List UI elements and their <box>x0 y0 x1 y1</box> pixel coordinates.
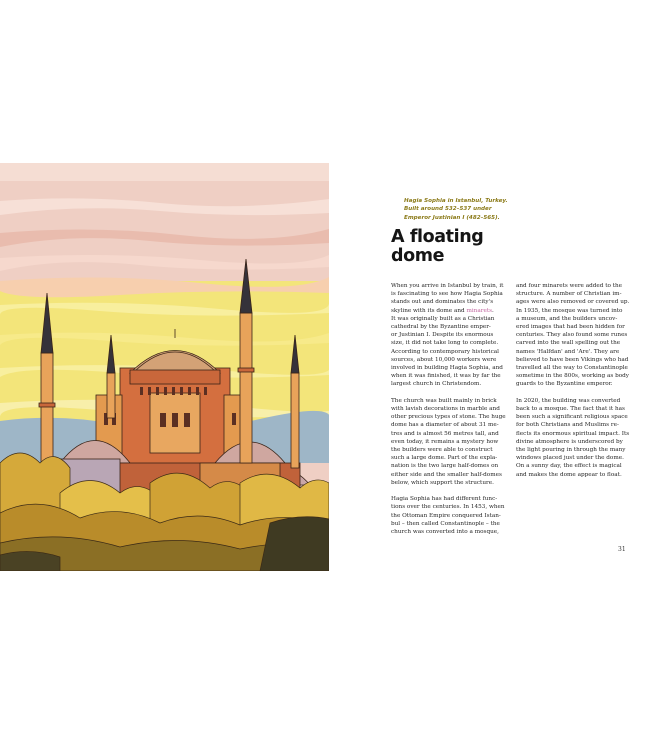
text-line: names 'Halfdan' and 'Are'. They are <box>516 348 620 355</box>
text-line: cathedral by the Byzantine emper- <box>391 324 491 331</box>
text-line: The church was built mainly in brick <box>391 397 497 404</box>
text-line: is fascinating to see how Hagia Sophia <box>391 291 503 298</box>
text-line: the Ottoman Empire conquered Istan- <box>391 512 501 519</box>
text-line: the builders were able to construct <box>391 447 493 454</box>
image-caption <box>404 197 514 222</box>
text-line: nation is the two large half-domes on <box>391 463 499 470</box>
text-line: back to a mosque. The fact that it has <box>516 406 625 413</box>
text-line: size, it did not take long to complete. <box>391 340 499 347</box>
text-line: windows placed just under the dome. <box>516 455 624 462</box>
text-line <box>391 307 515 315</box>
text-line: dome has a diameter of about 31 me- <box>391 422 499 429</box>
body-column-right <box>516 282 640 487</box>
text-line: the light pouring in through the many <box>516 447 626 454</box>
paragraph <box>391 495 515 536</box>
text-line: church was converted into a mosque, <box>391 529 499 536</box>
caption-line: Built around 532–537 under <box>404 206 492 213</box>
title-line: A floating <box>391 227 484 247</box>
text-line: structure. A number of Christian im- <box>516 291 622 298</box>
text-line: with lavish decorations in marble and <box>391 406 500 413</box>
page-number: 31 <box>618 546 626 553</box>
text-line: In 2020, the building was converted <box>516 397 621 404</box>
paragraph <box>391 397 515 487</box>
text-line: other precious types of stone. The huge <box>391 414 506 421</box>
text-line: centuries. They also found some runes <box>516 332 628 339</box>
caption-line: Hagia Sophia in Istanbul, Turkey. <box>404 198 508 204</box>
text-line: When you arrive in Istanbul by train, it <box>391 283 504 289</box>
text-line: either side and the smaller half-domes <box>391 471 502 478</box>
text-line: when it was finished, it was by far the <box>391 373 501 380</box>
text-fragment: . <box>492 307 494 314</box>
text-line: believed to have been Vikings who had <box>516 356 629 363</box>
text-line: travelled all the way to Constantinople <box>516 365 628 372</box>
text-line: for both Christians and Muslims re- <box>516 422 619 429</box>
text-line: below, which support the structure. <box>391 479 494 486</box>
text-line: According to contemporary historical <box>391 348 499 355</box>
text-line: a museum, and the builders uncov- <box>516 315 618 322</box>
text-line: sources, about 10,000 workers were <box>391 356 497 363</box>
text-line: and makes the dome appear to float. <box>516 471 622 478</box>
paragraph <box>516 397 640 479</box>
caption-line: Emperor Justinian I (482–565). <box>404 214 500 221</box>
text-line: Hagia Sophia has had different func- <box>391 496 498 503</box>
text-line: On a sunny day, the effect is magical <box>516 463 622 470</box>
text-line: sometime in the 800s, working as body <box>516 373 630 380</box>
text-line: or Justinian I. Despite its enormous <box>391 332 494 339</box>
text-line: involved in building Hagia Sophia, and <box>391 365 503 372</box>
text-line: such a large dome. Part of the expla- <box>391 455 498 462</box>
title-line: dome <box>391 246 445 266</box>
text-line: largest church in Christendom. <box>391 381 482 388</box>
text-fragment: skyline with its dome and <box>391 307 467 314</box>
paragraph <box>516 282 640 389</box>
text-line: and four minarets were added to the <box>516 283 623 289</box>
text-line: In 1935, the mosque was turned into <box>516 307 623 314</box>
text-line: ered images that had been hidden for <box>516 324 625 331</box>
text-line: tres and is almost 56 metres tall, and <box>391 430 499 437</box>
hagia-sophia-illustration <box>0 163 329 571</box>
minarets-highlight: minarets <box>466 307 493 314</box>
text-line: stands out and dominates the city's <box>391 299 494 306</box>
text-line: carved into the wall spelling out the <box>516 340 621 347</box>
text-line: guards to the Byzantine emperor. <box>516 381 613 388</box>
text-line: even today, it remains a mystery how <box>391 438 499 445</box>
page-title <box>391 228 541 266</box>
text-line: tions over the centuries. In 1453, when <box>391 504 505 511</box>
text-line: It was originally built as a Christian <box>391 315 495 322</box>
text-line: ages were also removed or covered up. <box>516 299 630 306</box>
text-line: been such a significant religious space <box>516 414 628 421</box>
body-column-left <box>391 282 515 544</box>
text-line: divine atmosphere is underscored by <box>516 438 623 445</box>
text-line: flects its enormous spiritual impact. Its <box>516 430 630 437</box>
paragraph <box>391 282 515 389</box>
text-line: bul – then called Constantinople – the <box>391 520 500 527</box>
